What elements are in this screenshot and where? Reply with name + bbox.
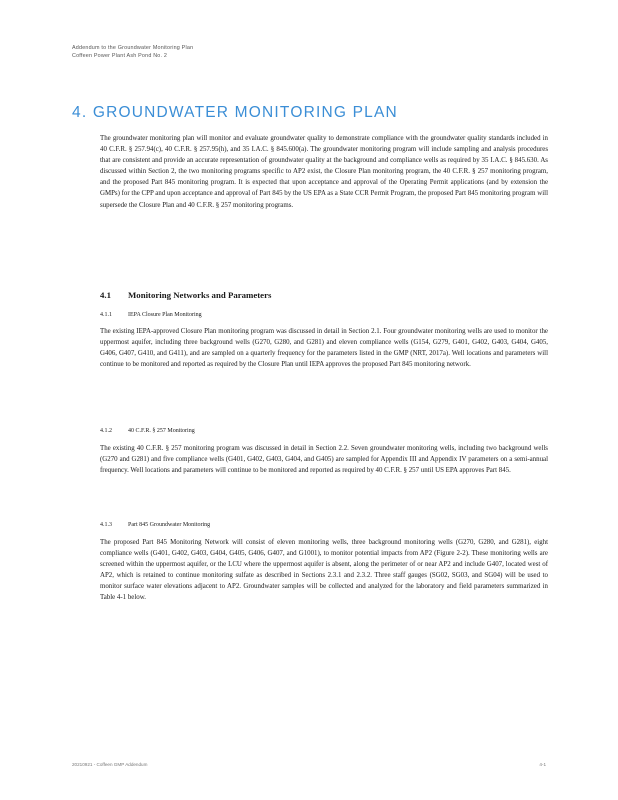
header-line-1: Addendum to the Groundwater Monitoring Plan	[72, 45, 194, 51]
subsection-title: 40 C.F.R. § 257 Monitoring	[128, 428, 195, 434]
section-number: 4.1	[100, 290, 111, 300]
subsection-title: IEPA Closure Plan Monitoring	[128, 312, 202, 318]
subsection-heading-257	[100, 428, 195, 434]
section-title: Monitoring Networks and Parameters	[128, 290, 272, 300]
section-heading	[100, 290, 271, 300]
running-header	[72, 44, 193, 60]
part-845-paragraph: The proposed Part 845 Monitoring Network will consist of eleven monitoring wells, three background monitoring wells (G270, G280, and G281), eight compliance wells (G401, G402, G403, G404, G405, G406, G407, and G1001), to monitor potential impacts from AP2 (Figure 2-2). These monitoring wells are screened within the uppermost aquifer, or the LCU where the uppermost aquifer is absent, along the perimeter of or near AP2 and include G407, located west of AP2, which is retained to continue monitoring sulfate as described in Sections 2.3.1 and 2.3.2. Three staff gauges (SG02, SG03, and SG04) will be used to monitor surface water elevations adjacent to AP2. Groundwater samples will be collected and analyzed for the laboratory and field parameters summarized in Table 4-1 below.	[100, 539, 548, 602]
subsection-title: Part 845 Groundwater Monitoring	[128, 522, 211, 528]
page-footer	[72, 762, 546, 767]
subsection-number: 4.1.3	[100, 522, 112, 528]
subsection-number: 4.1.1	[100, 312, 112, 318]
closure-plan-paragraph: The existing IEPA-approved Closure Plan monitoring program was discussed in detail in Section 2.1. Four groundwater monitoring wells are used to monitor the uppermost aquifer, including three background wells (G270, G280, and G281) and eleven compliance wells (G154, G279, G401, G402, G403, G404, G405, G406, G407, G410, and G411), and are sampled on a quarterly frequency for the parameters listed in the GMP (NRT, 2017a). Well locations and parameters will continue to be monitored and reported as required by the Closure Plan until IEPA approves the proposed Part 845 monitoring network.	[100, 328, 548, 369]
chapter-title: 4. GROUNDWATER MONITORING PLAN	[72, 104, 398, 121]
header-line-2: Coffeen Power Plant Ash Pond No. 2	[72, 53, 168, 59]
subsection-heading-closure-plan	[100, 312, 202, 318]
intro-paragraph: The groundwater monitoring plan will monitor and evaluate groundwater quality to demonstrate compliance with the groundwater quality standards included in 40 C.F.R. § 257.94(c), 40 C.F.R. § 257.95(h), and 35 I.A.C. § 845.600(a). The groundwater monitoring program will include sampling and analysis procedures that are consistent and provide an accurate representation of groundwater quality at the background and compliance wells as required by 35 I.A.C. § 845.630. As discussed within Section 2, the two monitoring programs specific to AP2 exist, the Closure Plan monitoring program, the 40 C.F.R. § 257 monitoring program, and the proposed Part 845 monitoring program. It is expected that upon acceptance and approval of the Operating Permit applications (and by extension the GMPs) for the CPP and upon acceptance and approval of Part 845 by the US EPA as a State CCR Permit Program, the proposed Part 845 monitoring program will supersede the Closure Plan and 40 C.F.R. § 257 monitoring programs.	[100, 135, 548, 209]
part-257-paragraph: The existing 40 C.F.R. § 257 monitoring program was discussed in detail in Section 2.2. Seven groundwater monitoring wells, including two background wells (G270 and G281) and five compliance wells (G401, G402, G403, G404, and G405) are sampled for Appendix III and Appendix IV parameters on a semi-annual frequency. Well locations and parameters will continue to be monitored and reported as required by 40 C.F.R. § 257 until US EPA approves Part 845.	[100, 445, 548, 475]
footer-document-id: 20210921 - Coffeen GMP Addendum	[72, 762, 148, 767]
subsection-heading-845	[100, 522, 210, 528]
subsection-number: 4.1.2	[100, 428, 112, 434]
page-number: 4-1	[539, 762, 546, 767]
